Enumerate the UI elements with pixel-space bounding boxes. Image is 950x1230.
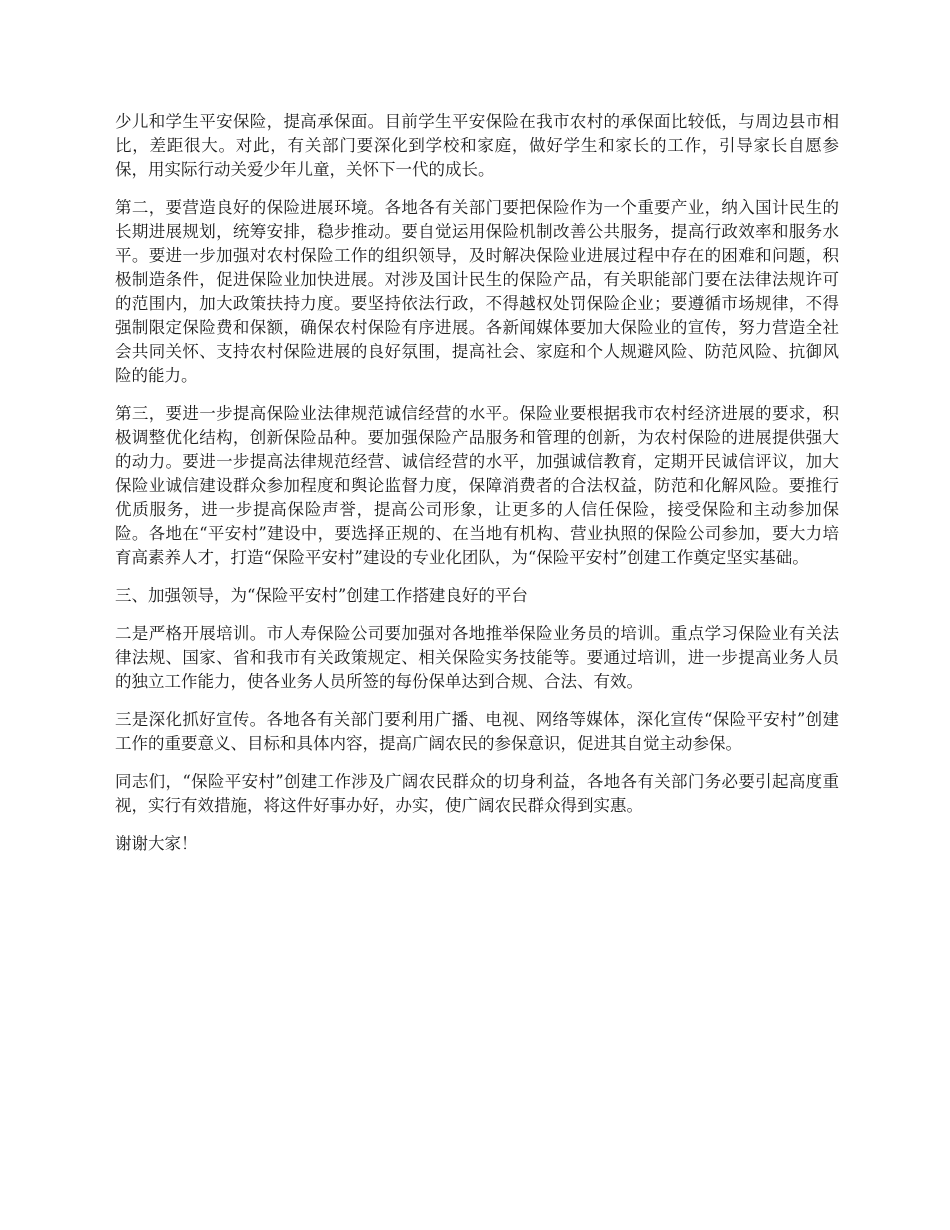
- document-body: [115, 110, 839, 870]
- section-heading-leadership: 三、加强领导，为“保险平安村”创建工作搭建良好的平台: [115, 586, 528, 605]
- paragraph-training: 二是严格开展培训。市人寿保险公司要加强对各地推举保险业务员的培训。重点学习保险业有关法律法规、国家、省和我市有关政策规定、相关保险实务技能等。要通过培训，进一步提高业务人员的独立工作能力，使各业务人员所签的每份保单达到合规、合法、有效。: [115, 624, 839, 691]
- paragraph-insurance-students: 少儿和学生平安保险，提高承保面。目前学生平安保险在我市农村的承保面比较低，与周边县市相比，差距很大。对此，有关部门要深化到学校和家庭，做好学生和家长的工作，引导家长自愿参保，用实际行动关爱少年儿童，关怀下一代的成长。: [115, 112, 839, 179]
- paragraph-thanks: 谢谢大家！: [115, 834, 198, 853]
- paragraph-second-environment: 第二，要营造良好的保险进展环境。各地各有关部门要把保险作为一个重要产业，纳入国计民生的长期进展规划，统筹安排，稳步推动。要自觉运用保险机制改善公共服务，提高行政效率和服务水平。要进一步加强对农村保险工作的组织领导，及时解决保险业进展过程中存在的困难和问题，积极制造条件，促进保险业加快进展。对涉及国计民生的保险产品，有关职能部门要在法律法规许可的范围内，加大政策扶持力度。要坚持依法行政，不得越权处罚保险企业；要遵循市场规律，不得强制限定保险费和保额，确保农村保险有序进展。各新闻媒体要加大保险业的宣传，努力营造全社会共同关怀、支持农村保险进展的良好氛围，提高社会、家庭和个人规避风险、防范风险、抗御风险的能力。: [115, 198, 839, 385]
- paragraph-publicity: 三是深化抓好宣传。各地各有关部门要利用广播、电视、网络等媒体，深化宣传“保险平安村”创建工作的重要意义、目标和具体内容，提高广阔农民的参保意识，促进其自觉主动参保。: [115, 710, 839, 753]
- paragraph-third-integrity: 第三，要进一步提高保险业法律规范诚信经营的水平。保险业要根据我市农村经济进展的要求，积极调整优化结构，创新保险品种。要加强保险产品服务和管理的创新，为农村保险的进展提供强大的动力。要进一步提高法律规范经营、诚信经营的水平，加强诚信教育，定期开民诚信评议，加大保险业诚信建设群众参加程度和舆论监督力度，保障消费者的合法权益，防范和化解风险。要推行优质服务，进一步提高保险声誉，提高公司形象，让更多的人信任保险，接受保险和主动参加保险。各地在“平安村”建设中，要选择正规的、在当地有机构、营业执照的保险公司参加，要大力培育高素养人才，打造“保险平安村”建设的专业化团队，为“保险平安村”创建工作奠定坚实基础。: [115, 404, 839, 567]
- paragraph-comrades: 同志们，“保险平安村”创建工作涉及广阔农民群众的切身利益，各地各有关部门务必要引起高度重视，实行有效措施，将这件好事办好，办实，使广阔农民群众得到实惠。: [115, 772, 839, 815]
